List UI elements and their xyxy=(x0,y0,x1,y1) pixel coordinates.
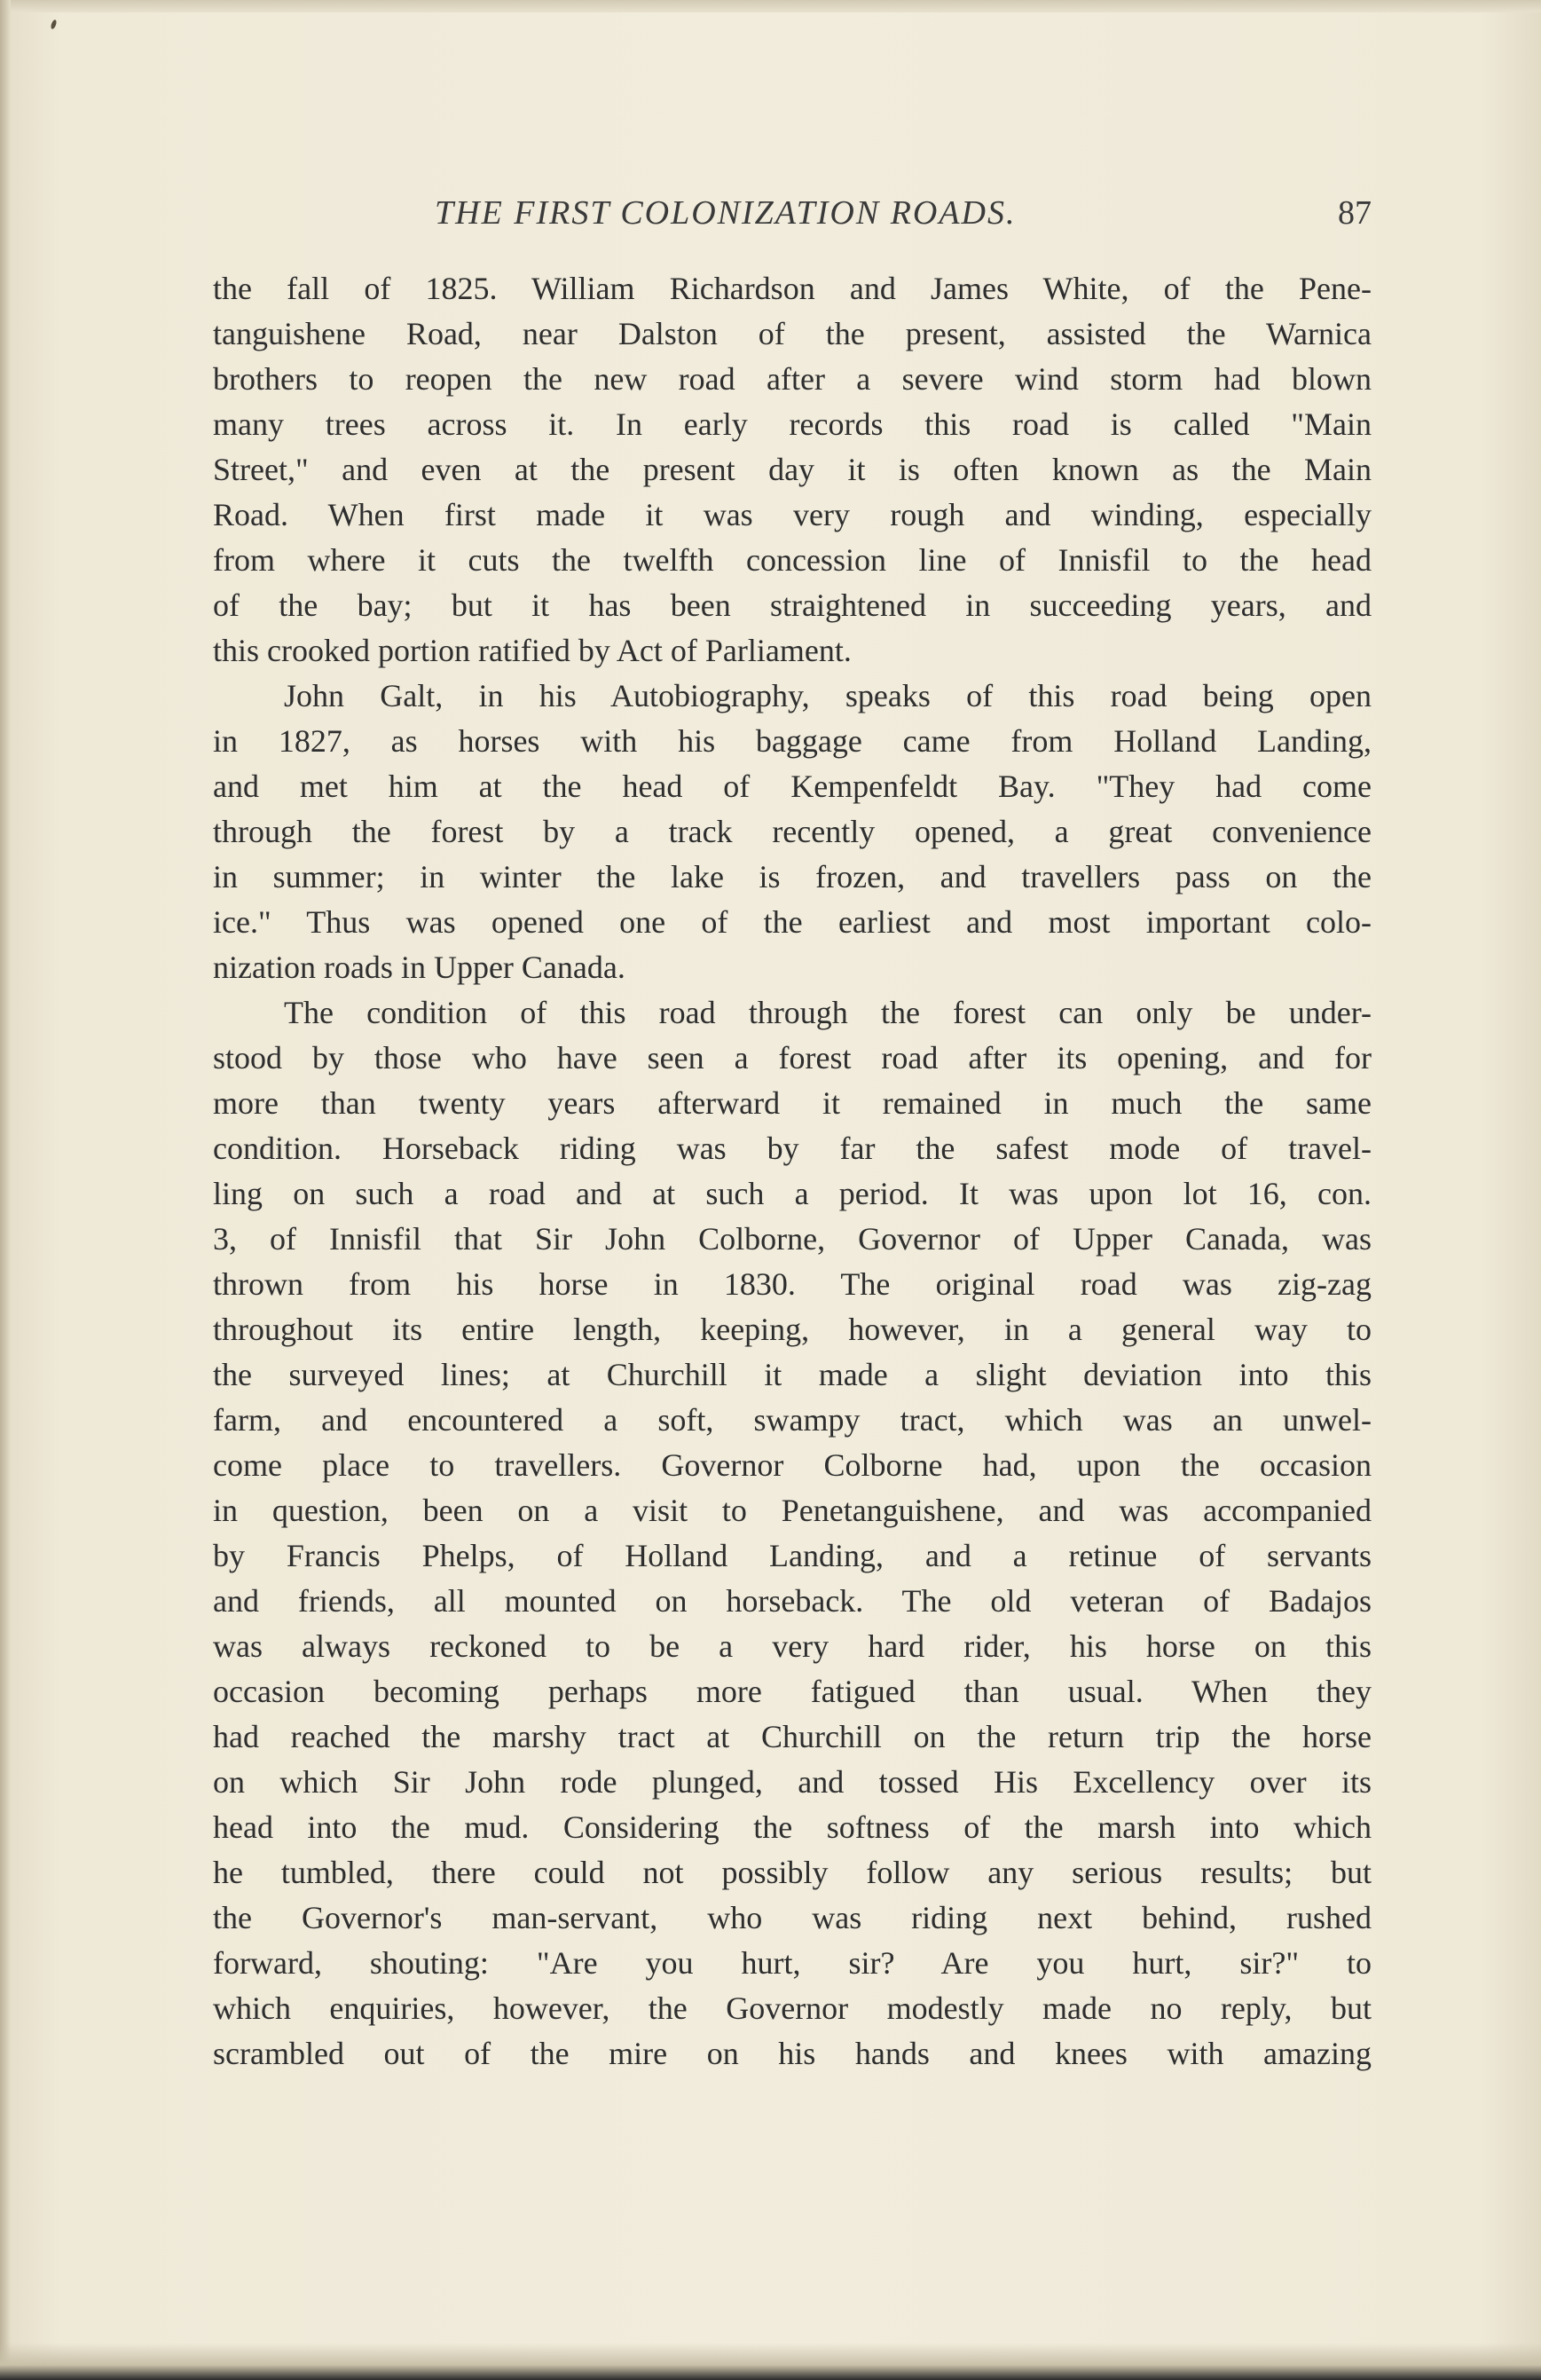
text-line: throughout its entire length, keeping, however, in a general way to xyxy=(213,1312,1372,1347)
text-line: the surveyed lines; at Churchill it made a slight deviation into this xyxy=(213,1357,1372,1392)
text-line: he tumbled, there could not possibly follow any serious results; but xyxy=(213,1855,1372,1890)
text-line: which enquiries, however, the Governor modestly made no reply, but xyxy=(213,1990,1372,2026)
page-number: 87 xyxy=(1338,194,1372,232)
text-line: ice." Thus was opened one of the earliest and most important colo- xyxy=(213,904,1372,940)
text-line: The condition of this road through the forest can only be under- xyxy=(284,995,1372,1030)
text-line: Road. When first made it was very rough and winding, especially xyxy=(213,497,1372,532)
text-line: by Francis Phelps, of Holland Landing, and a retinue of servants xyxy=(213,1538,1372,1573)
text-line: nization roads in Upper Canada. xyxy=(213,950,625,985)
text-line: tanguishene Road, near Dalston of the present, assisted the Warnica xyxy=(213,316,1372,351)
text-line: had reached the marshy tract at Churchill on the return trip the horse xyxy=(213,1719,1372,1754)
text-line: John Galt, in his Autobiography, speaks of this road being open xyxy=(284,678,1372,713)
page-binding-edge xyxy=(0,0,11,2380)
text-line: of the bay; but it has been straightened in succeeding years, and xyxy=(213,587,1372,623)
text-line: on which Sir John rode plunged, and tossed His Excellency over its xyxy=(213,1764,1372,1800)
text-line: scrambled out of the mire on his hands and knees with amazing xyxy=(213,2036,1372,2071)
text-line: through the forest by a track recently opened, a great convenience xyxy=(213,814,1372,849)
text-line: and friends, all mounted on horseback. The old veteran of Badajos xyxy=(213,1583,1372,1619)
text-line: head into the mud. Considering the softness of the marsh into which xyxy=(213,1809,1372,1845)
text-line: stood by those who have seen a forest road after its opening, and for xyxy=(213,1040,1372,1076)
running-title: THE FIRST COLONIZATION ROADS. xyxy=(435,194,1017,232)
text-line: more than twenty years afterward it remained in much the same xyxy=(213,1085,1372,1121)
text-line: brothers to reopen the new road after a severe wind storm had blown xyxy=(213,361,1372,397)
text-line: in question, been on a visit to Penetanguishene, and was accompanied xyxy=(213,1493,1372,1528)
text-line: in summer; in winter the lake is frozen, and travellers pass on the xyxy=(213,859,1372,894)
text-line: condition. Horseback riding was by far the safest mode of travel- xyxy=(213,1131,1372,1166)
text-line: the fall of 1825. William Richardson and James White, of the Pene- xyxy=(213,271,1372,306)
body-text xyxy=(213,266,1372,2077)
text-line: many trees across it. In early records this road is called "Main xyxy=(213,406,1372,442)
text-line: come place to travellers. Governor Colborne had, upon the occasion xyxy=(213,1447,1372,1483)
text-line: thrown from his horse in 1830. The original road was zig-zag xyxy=(213,1266,1372,1302)
page-top-edge xyxy=(0,0,1541,12)
running-header xyxy=(435,193,1372,238)
text-line: farm, and encountered a soft, swampy tract, which was an unwel- xyxy=(213,1402,1372,1438)
text-line: this crooked portion ratified by Act of Parliament. xyxy=(213,633,852,668)
text-line: was always reckoned to be a very hard rider, his horse on this xyxy=(213,1628,1372,1664)
text-line: occasion becoming perhaps more fatigued than usual. When they xyxy=(213,1674,1372,1709)
text-line: in 1827, as horses with his baggage came from Holland Landing, xyxy=(213,723,1372,759)
text-line: and met him at the head of Kempenfeldt Bay. "They had come xyxy=(213,768,1372,804)
ink-speck xyxy=(50,19,57,29)
text-line: forward, shouting: "Are you hurt, sir? Are you hurt, sir?" to xyxy=(213,1945,1372,1981)
text-line: 3, of Innisfil that Sir John Colborne, Governor of Upper Canada, was xyxy=(213,1221,1372,1257)
text-line: from where it cuts the twelfth concession line of Innisfil to the head xyxy=(213,542,1372,578)
text-line: ling on such a road and at such a period. It was upon lot 16, con. xyxy=(213,1176,1372,1211)
page-bottom-edge xyxy=(0,2343,1541,2380)
text-line: Street," and even at the present day it is often known as the Main xyxy=(213,452,1372,487)
text-line: the Governor's man-servant, who was riding next behind, rushed xyxy=(213,1900,1372,1935)
